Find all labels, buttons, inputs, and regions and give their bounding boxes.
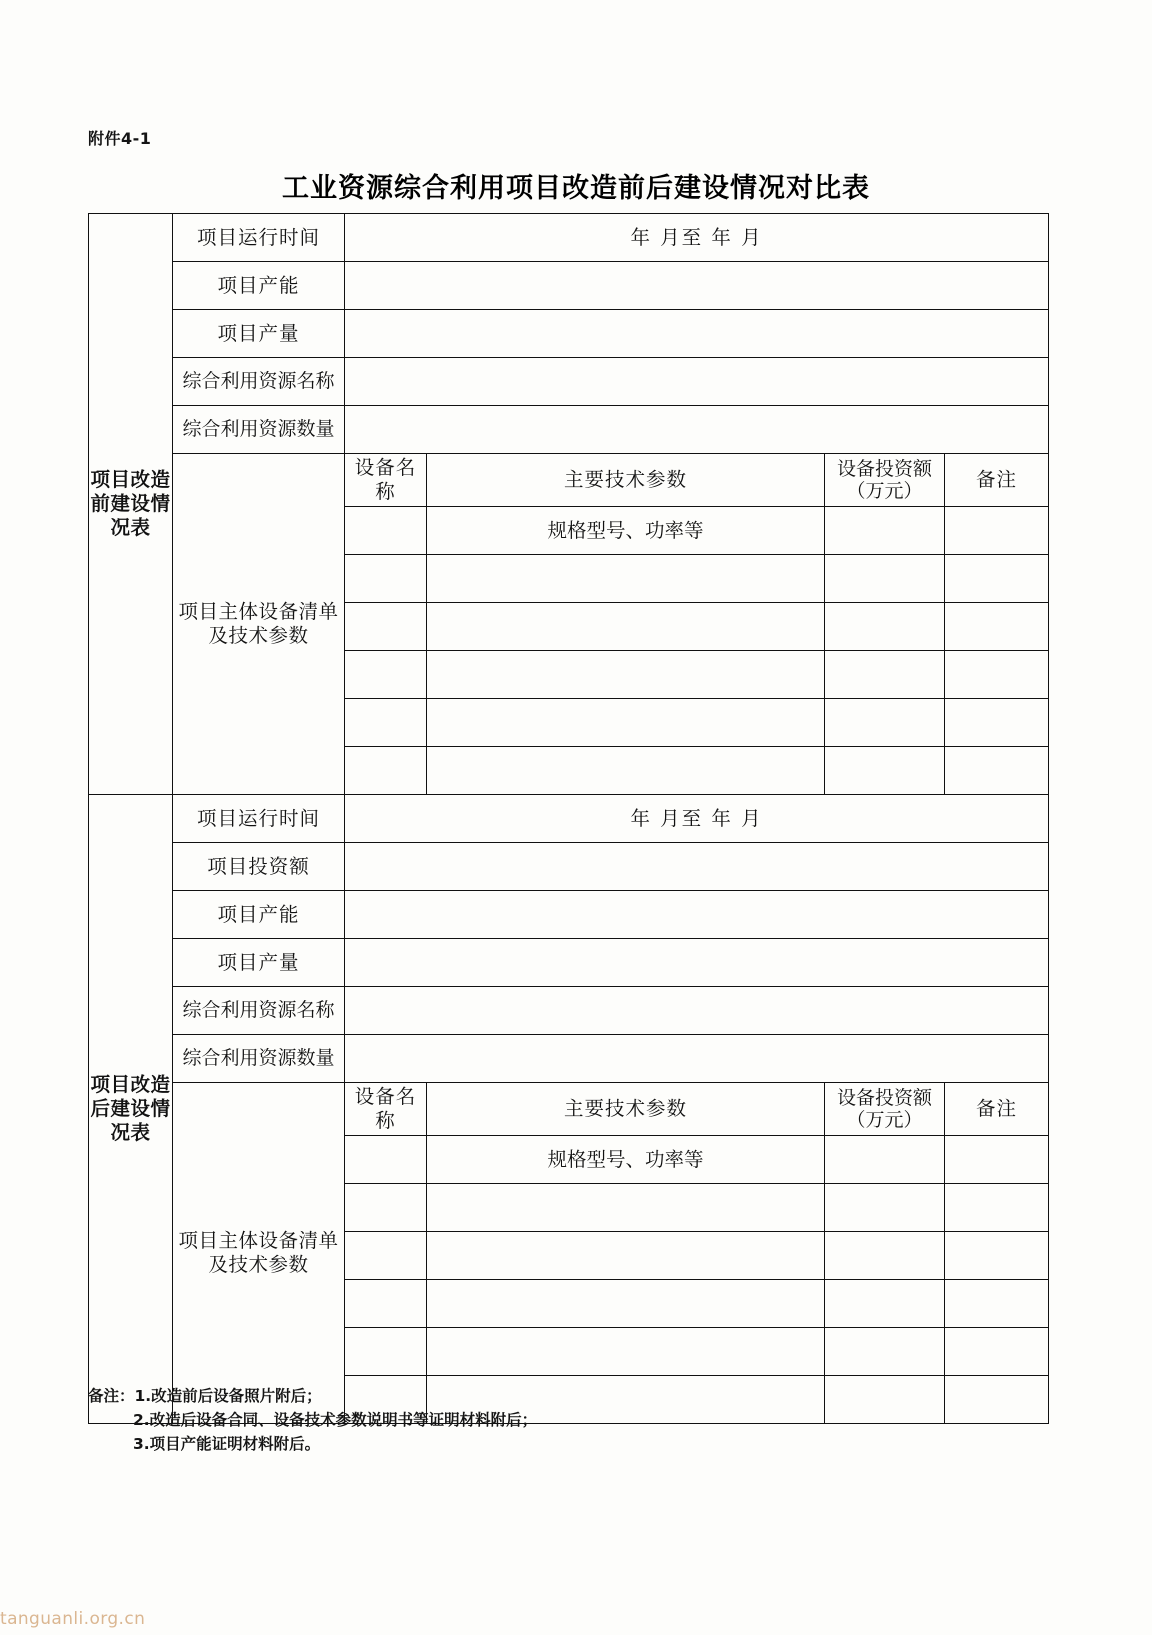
field-value-capacity[interactable] <box>345 891 1049 939</box>
equipment-label-line: 及技术参数 <box>208 624 309 647</box>
field-label-resource-qty: 综合利用资源数量 <box>173 1035 345 1083</box>
column-header-equipment-name: 设备名称 <box>345 454 427 507</box>
equipment-investment-cell[interactable] <box>825 1184 945 1232</box>
equipment-label-line: 项目主体设备清单 <box>178 1229 339 1253</box>
equipment-investment-cell[interactable] <box>825 1280 945 1328</box>
table-row <box>89 987 1049 1035</box>
field-label-output: 项目产量 <box>173 310 345 358</box>
equipment-param-cell[interactable] <box>427 1328 825 1376</box>
equipment-investment-cell[interactable] <box>825 1328 945 1376</box>
equipment-remark-cell[interactable] <box>945 651 1049 699</box>
field-value-investment[interactable] <box>345 843 1049 891</box>
equipment-param-hint-cell[interactable]: 规格型号、功率等 <box>427 507 825 555</box>
section-label-line: 项目改造 <box>90 1073 171 1097</box>
equipment-param-cell[interactable] <box>427 699 825 747</box>
equipment-name-cell[interactable] <box>345 1136 427 1184</box>
equipment-remark-cell[interactable] <box>945 1232 1049 1280</box>
section-label-after <box>89 795 173 1424</box>
table-row <box>89 1035 1049 1083</box>
equipment-param-cell[interactable] <box>427 651 825 699</box>
equipment-name-cell[interactable] <box>345 1232 427 1280</box>
equipment-name-cell[interactable] <box>345 507 427 555</box>
field-label-run-time: 项目运行时间 <box>173 795 345 843</box>
table-row <box>89 454 1049 507</box>
column-header-investment-line1: 设备投资额 <box>836 1086 932 1109</box>
column-header-investment-line2: （万元） <box>846 480 923 502</box>
equipment-investment-cell[interactable] <box>825 507 945 555</box>
column-header-remark: 备注 <box>945 454 1049 507</box>
section-label-line: 况表 <box>110 515 151 539</box>
equipment-param-hint-cell[interactable]: 规格型号、功率等 <box>427 1136 825 1184</box>
field-value-run-time[interactable]: 年 月至 年 月 <box>345 795 1049 843</box>
field-value-resource-qty[interactable] <box>345 406 1049 454</box>
attachment-number: 附件4-1 <box>88 129 152 148</box>
column-header-investment <box>825 1083 945 1136</box>
field-label-resource-qty: 综合利用资源数量 <box>173 406 345 454</box>
footer-note-2: 2.改造后设备合同、设备技术参数说明书等证明材料附后； <box>133 1411 538 1430</box>
equipment-label-line: 及技术参数 <box>208 1253 309 1276</box>
equipment-investment-cell[interactable] <box>825 1376 945 1424</box>
equipment-investment-cell[interactable] <box>825 603 945 651</box>
table-row <box>89 358 1049 406</box>
equipment-name-cell[interactable] <box>345 747 427 795</box>
equipment-name-cell[interactable] <box>345 1184 427 1232</box>
table-row <box>89 406 1049 454</box>
equipment-name-cell[interactable] <box>345 1280 427 1328</box>
table-row <box>89 939 1049 987</box>
column-header-investment-line2: （万元） <box>846 1109 923 1131</box>
watermark-text: tanguanli.org.cn <box>0 1609 146 1629</box>
page-title: 工业资源综合利用项目改造前后建设情况对比表 <box>282 173 870 204</box>
equipment-block-label-after <box>173 1083 345 1424</box>
column-header-investment-line1: 设备投资额 <box>836 457 932 480</box>
section-label-before <box>89 214 173 795</box>
footer-note-3: 3.项目产能证明材料附后。 <box>133 1435 321 1454</box>
equipment-remark-cell[interactable] <box>945 1184 1049 1232</box>
footer-note-1: 备注：1.改造前后设备照片附后； <box>88 1387 322 1405</box>
field-label-resource-name: 综合利用资源名称 <box>173 358 345 406</box>
section-label-line: 项目改造 <box>90 468 171 492</box>
equipment-name-cell[interactable] <box>345 555 427 603</box>
equipment-investment-cell[interactable] <box>825 1136 945 1184</box>
field-label-resource-name: 综合利用资源名称 <box>173 987 345 1035</box>
field-label-run-time: 项目运行时间 <box>173 214 345 262</box>
table-row <box>89 891 1049 939</box>
field-value-output[interactable] <box>345 939 1049 987</box>
equipment-investment-cell[interactable] <box>825 1232 945 1280</box>
equipment-name-cell[interactable] <box>345 1328 427 1376</box>
field-label-output: 项目产量 <box>173 939 345 987</box>
column-header-remark: 备注 <box>945 1083 1049 1136</box>
equipment-investment-cell[interactable] <box>825 555 945 603</box>
field-value-capacity[interactable] <box>345 262 1049 310</box>
equipment-name-cell[interactable] <box>345 603 427 651</box>
equipment-remark-cell[interactable] <box>945 699 1049 747</box>
table-row <box>89 214 1049 262</box>
table-row <box>89 843 1049 891</box>
section-label-line: 前建设情 <box>90 492 171 516</box>
equipment-investment-cell[interactable] <box>825 651 945 699</box>
equipment-remark-cell[interactable] <box>945 1280 1049 1328</box>
equipment-param-cell[interactable] <box>427 1232 825 1280</box>
field-label-investment: 项目投资额 <box>173 843 345 891</box>
column-header-tech-params: 主要技术参数 <box>427 454 825 507</box>
equipment-remark-cell[interactable] <box>945 747 1049 795</box>
equipment-name-cell[interactable] <box>345 651 427 699</box>
equipment-param-cell[interactable] <box>427 603 825 651</box>
section-label-line: 况表 <box>110 1120 151 1144</box>
equipment-remark-cell[interactable] <box>945 1136 1049 1184</box>
equipment-investment-cell[interactable] <box>825 747 945 795</box>
column-header-equipment-name: 设备名称 <box>345 1083 427 1136</box>
equipment-remark-cell[interactable] <box>945 603 1049 651</box>
equipment-remark-cell[interactable] <box>945 1328 1049 1376</box>
footer-notes <box>88 1384 537 1456</box>
comparison-form-table <box>88 213 1048 1424</box>
field-value-run-time[interactable]: 年 月至 年 月 <box>345 214 1049 262</box>
equipment-name-cell[interactable] <box>345 699 427 747</box>
column-header-tech-params: 主要技术参数 <box>427 1083 825 1136</box>
equipment-block-label-before <box>173 454 345 795</box>
equipment-param-cell[interactable] <box>427 1184 825 1232</box>
field-label-capacity: 项目产能 <box>173 262 345 310</box>
equipment-param-cell[interactable] <box>427 747 825 795</box>
equipment-param-cell[interactable] <box>427 555 825 603</box>
table-row <box>89 795 1049 843</box>
table-row <box>89 310 1049 358</box>
equipment-param-cell[interactable] <box>427 1280 825 1328</box>
field-value-resource-qty[interactable] <box>345 1035 1049 1083</box>
field-value-resource-name[interactable] <box>345 987 1049 1035</box>
table-row <box>89 1083 1049 1136</box>
section-label-line: 后建设情 <box>90 1097 171 1121</box>
table-row <box>89 262 1049 310</box>
field-label-capacity: 项目产能 <box>173 891 345 939</box>
equipment-investment-cell[interactable] <box>825 699 945 747</box>
equipment-label-line: 项目主体设备清单 <box>178 600 339 624</box>
field-value-output[interactable] <box>345 310 1049 358</box>
equipment-remark-cell[interactable] <box>945 1376 1049 1424</box>
field-value-resource-name[interactable] <box>345 358 1049 406</box>
column-header-investment <box>825 454 945 507</box>
equipment-remark-cell[interactable] <box>945 507 1049 555</box>
equipment-remark-cell[interactable] <box>945 555 1049 603</box>
